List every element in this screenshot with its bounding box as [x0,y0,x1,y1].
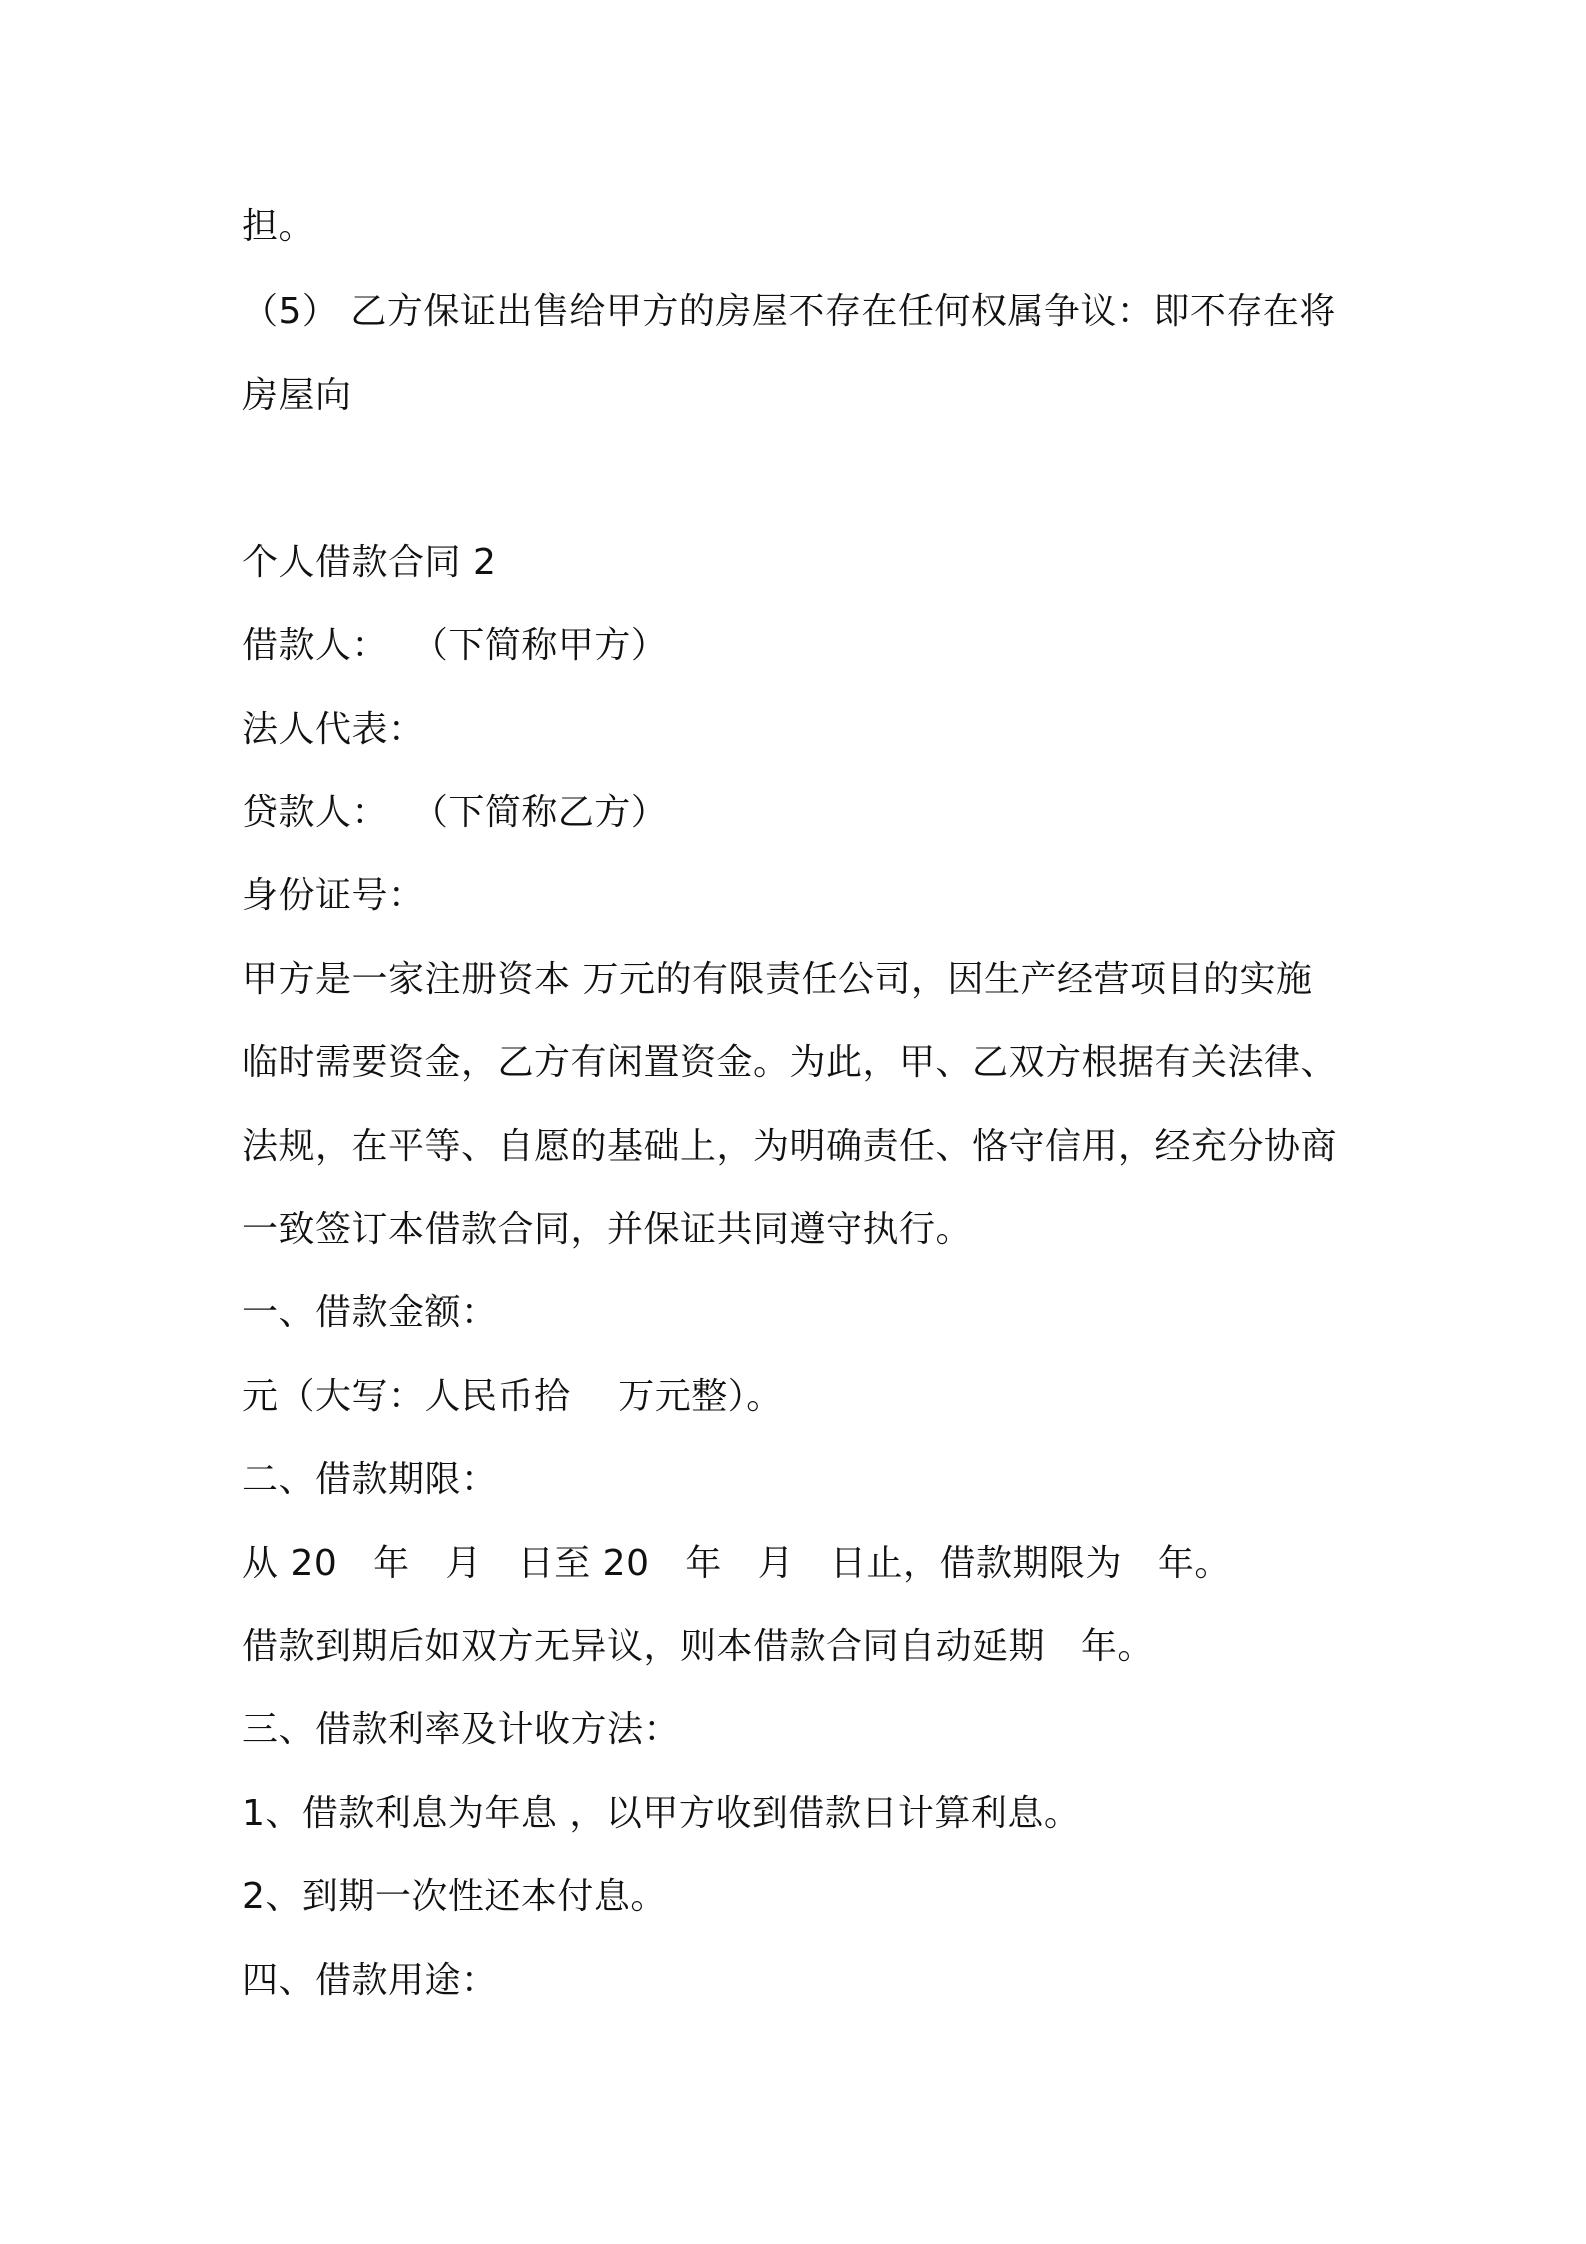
clause-heading: 二、借款期限： [242,1459,498,1500]
text-line: 从 20 年 月 日至 20 年 月 日止，借款期限为 年。 [242,1543,1231,1584]
text-line: 房屋向 [242,375,352,416]
text-line: 1、借款利息为年息 ，以甲方收到借款日计算利息。 [242,1793,1081,1834]
text-line: 元（大写：人民币拾 万元整）。 [242,1376,783,1417]
text-line: （5） 乙方保证出售给甲方的房屋不存在任何权属争议：即不存在将 [242,291,1336,332]
paragraph-line: 一致签订本借款合同，并保证共同遵守执行。 [242,1209,973,1250]
clause-heading: 三、借款利率及计收方法： [242,1709,681,1750]
text-line: 借款到期后如双方无异议，则本借款合同自动延期 年。 [242,1626,1154,1667]
paragraph-line: 法规，在平等、自愿的基础上，为明确责任、恪守信用，经充分协商 [242,1126,1338,1167]
paragraph-line: 甲方是一家注册资本 万元的有限责任公司，因生产经营项目的实施 [242,959,1313,1000]
text-line: 法人代表： [242,709,425,750]
paragraph-line: 临时需要资金，乙方有闲置资金。为此，甲、乙双方根据有关法律、 [242,1042,1338,1083]
text-line: 借款人： （下简称甲方） [242,625,668,666]
text-line: 贷款人： （下简称乙方） [242,792,668,833]
clause-heading: 一、借款金额： [242,1292,498,1333]
text-line: 担。 [242,206,316,247]
clause-heading: 四、借款用途： [242,1960,498,2001]
text-line: 2、到期一次性还本付息。 [242,1876,667,1917]
text-line: 身份证号： [242,875,425,916]
section-title: 个人借款合同 2 [242,542,497,583]
